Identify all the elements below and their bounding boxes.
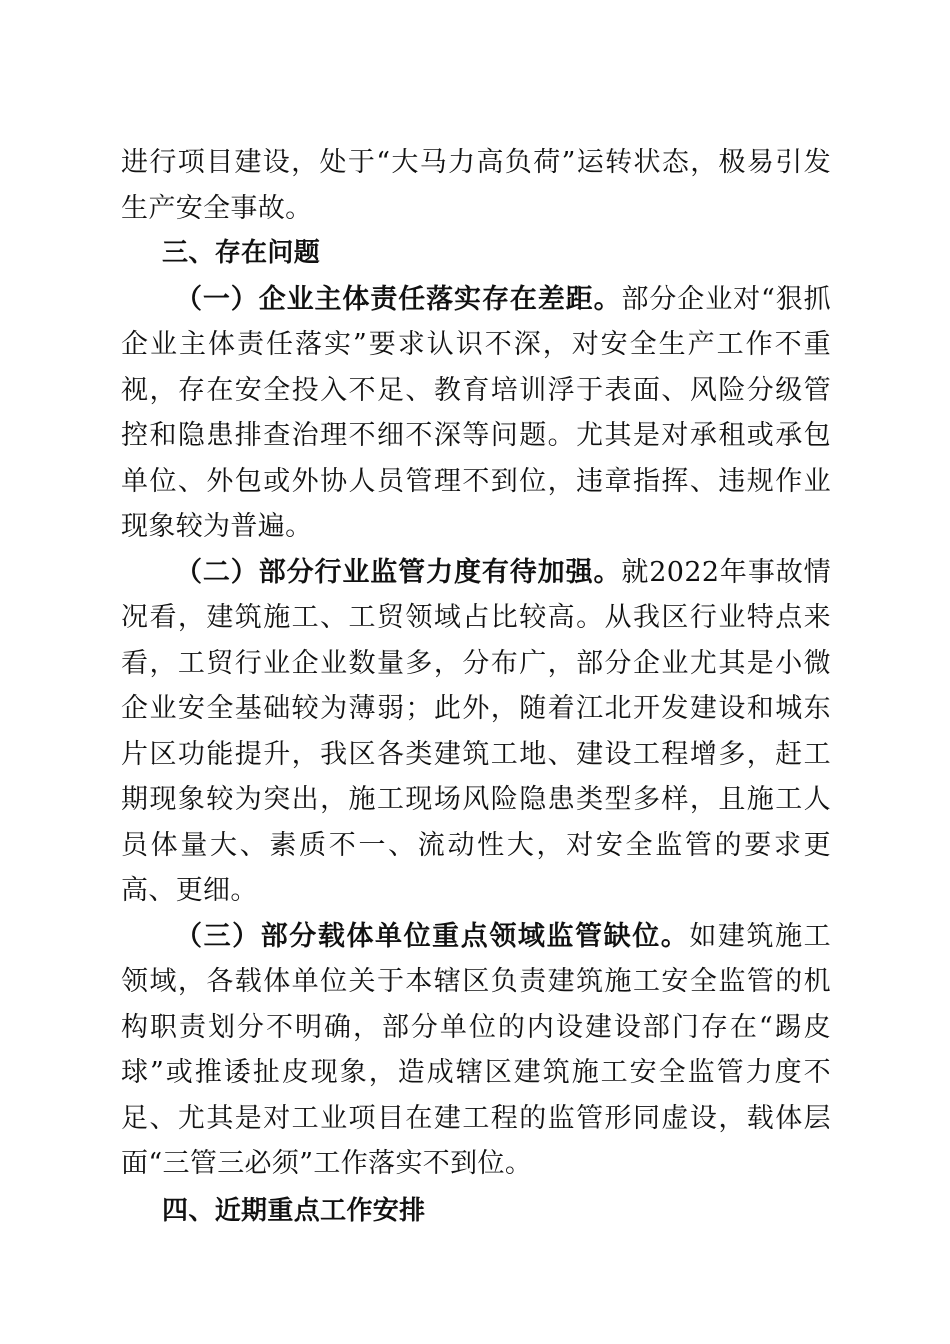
issue-lead-2: （二）部分行业监管力度有待加强。 (175, 556, 622, 588)
issue-paragraph-1 (121, 277, 831, 550)
issue-body-3: 如建筑施工领域，各载体单位关于本辖区负责建筑施工安全监管的机构职责划分不明确，部分单位的内设建设部门存在“踢皮球”或推诿扯皮现象，造成辖区建筑施工安全监管力度不足、尤其是对工业项目在建工程的监管形同虚设，载体层面“三管三必须”工作落实不到位。 (121, 920, 831, 1179)
issue-body-1: 部分企业对“狠抓企业主体责任落实”要求认识不深，对安全生产工作不重视，存在安全投入不足、教育培训浮于表面、风险分级管控和隐患排查治理不细不深等问题。尤其是对承租或承包单位、外包或外协人员管理不到位，违章指挥、违规作业现象较为普遍。 (121, 283, 831, 542)
issue-lead-3: （三）部分载体单位重点领域监管缺位。 (175, 920, 690, 952)
document-body (121, 140, 831, 1234)
issue-paragraph-3 (121, 914, 831, 1187)
issue-body-2: 就2022年事故情况看，建筑施工、工贸领域占比较高。从我区行业特点来看，工贸行业企业数量多，分布广，部分企业尤其是小微企业安全基础较为薄弱；此外，随着江北开发建设和城东片区功能提升，我区各类建筑工地、建设工程增多，赶工期现象较为突出，施工现场风险隐患类型多样，且施工人员体量大、素质不一、流动性大，对安全监管的要求更高、更细。 (121, 556, 831, 906)
issue-lead-1: （一）企业主体责任落实存在差距。 (175, 283, 622, 315)
issue-paragraph-2 (121, 550, 831, 914)
continuation-paragraph: 进行项目建设，处于“大马力高负荷”运转状态，极易引发生产安全事故。 (121, 147, 831, 224)
section-heading-3: 三、存在问题 (162, 238, 321, 268)
section-heading-4: 四、近期重点工作安排 (162, 1195, 426, 1226)
